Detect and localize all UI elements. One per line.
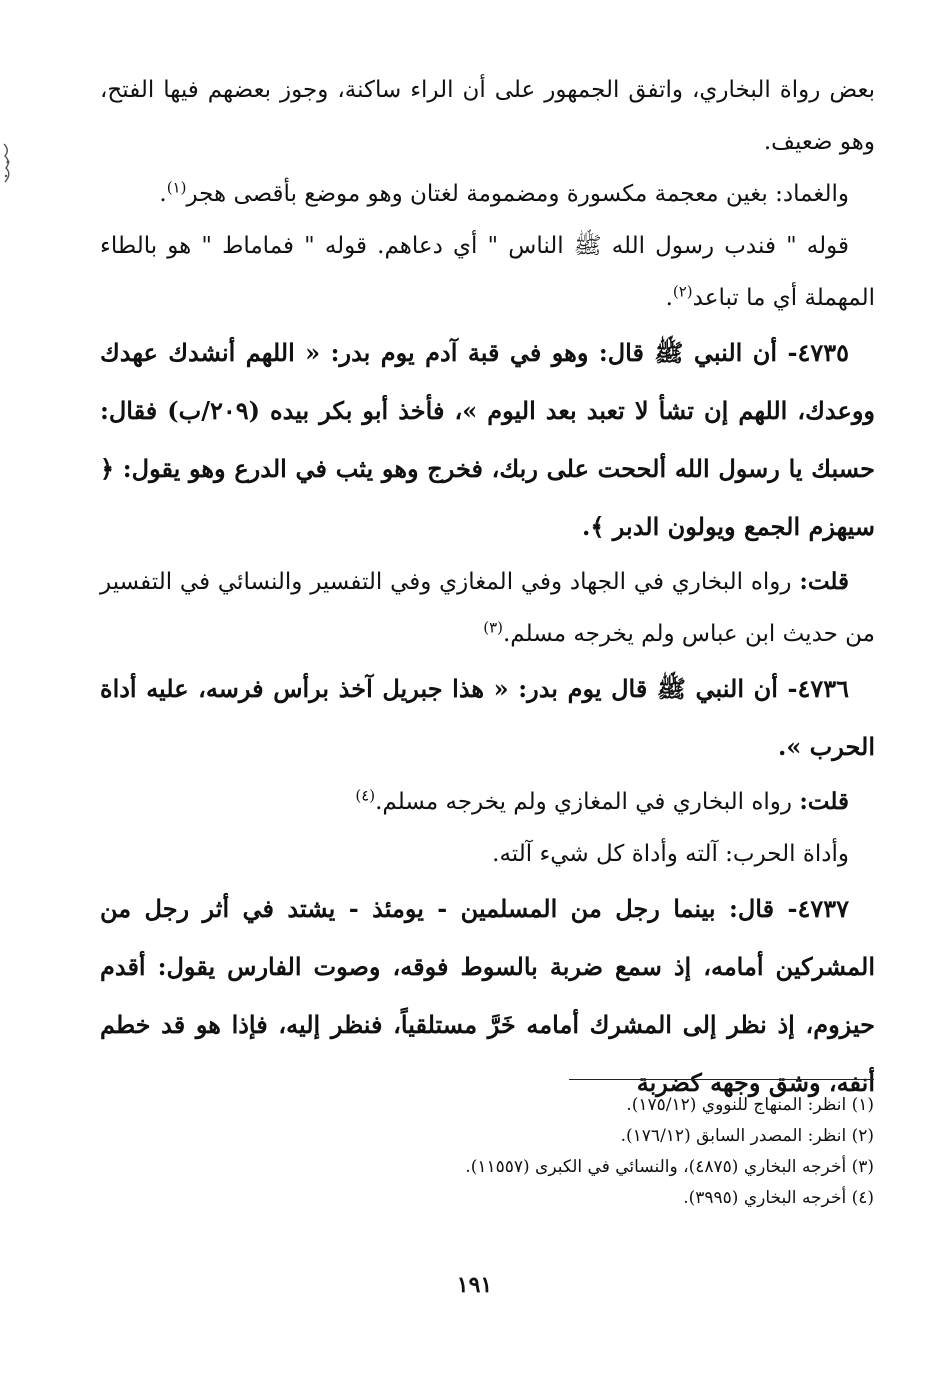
page-number: ١٩١: [456, 1272, 493, 1298]
comment-4736-text: رواه البخاري في المغازي ولم يخرجه مسلم.: [375, 789, 792, 815]
comment-label: قلت:: [799, 568, 850, 595]
comment-label: قلت:: [799, 788, 849, 815]
paragraph-ghimad: والغماد: بغين معجمة مكسورة ومضمومة لغتان وهو موضع بأقصى هجر$^{(١)}$.: [159, 178, 849, 207]
hadith-4737: ٤٧٣٧- قال: بينما رجل من المسلمين - يومئذ - يشتد في أثر رجل من المشركين أمامه، إذ سمع ضربة بالسوط فوقه، وصوت الفارس يقول: أقدم حيزوم، إذ نظر إلى المشرك أمامه خَرَّ مستلقياً، فنظر إليه، فإذا هو قد خطم أنفه، وشق وجهه كضربة: [100, 894, 875, 1097]
footnote-ref-1: (١): [166, 178, 187, 197]
paragraph-ghimad-text: والغماد: بغين معجمة مكسورة ومضمومة لغتان وهو موضع بأقصى هجر: [186, 181, 849, 207]
footnote-4: (٤) أخرجه البخاري (٣٩٩٥).: [683, 1188, 874, 1208]
footnote-ref-3: (٣): [483, 618, 503, 637]
footnote-divider: [569, 1079, 874, 1080]
paragraph-qawluhu: قوله " فندب رسول الله ﷺ الناس " أي دعاهم. قوله " فماماط " هو بالطاء المهملة أي ما تباعد$^{(٢)}$.: [100, 233, 875, 311]
gloss-adat-al-harb: وأداة الحرب: آلته وأداة كل شيء آلته.: [492, 841, 849, 867]
paragraph-qawluhu-text: قوله " فندب رسول الله ﷺ الناس " أي دعاهم. قوله " فماماط " هو بالطاء المهملة أي ما تباعد: [100, 233, 875, 311]
margin-ornament-icon: [0, 140, 14, 190]
footnote-2: (٢) انظر: المصدر السابق (١٧٦/١٢).: [620, 1126, 874, 1146]
paragraph-continuation: بعض رواة البخاري، واتفق الجمهور على أن الراء ساكنة، وجوز بعضهم فيها الفتح، وهو ضعيف.: [100, 77, 875, 155]
hadith-4735: ٤٧٣٥- أن النبي ﷺ قال: وهو في قبة آدم يوم بدر: « اللهم أنشدك عهدك ووعدك، اللهم إن تشأ لا تعبد بعد اليوم »، فأخذ أبو بكر بيده (٢٠٩/ب) فقال: حسبك يا رسول الله ألححت على ربك، فخرج وهو يثب في الدرع وهو يقول: ﴿ سيهزم الجمع ويولون الدبر ﴾.: [100, 338, 875, 541]
footnotes: [99, 1079, 874, 1214]
footnote-ref-2: (٢): [672, 282, 693, 301]
page-body: [100, 64, 875, 1112]
comment-4735: [100, 556, 875, 660]
footnote-3: (٣) أخرجه البخاري (٤٨٧٥)، والنسائي في الكبرى (١١٥٥٧).: [465, 1157, 874, 1177]
footnote-ref-4: (٤): [355, 786, 376, 805]
hadith-4736: ٤٧٣٦- أن النبي ﷺ قال يوم بدر: « هذا جبريل آخذ برأس فرسه، عليه أداة الحرب ».: [100, 674, 875, 761]
footnote-1: (١) انظر: المنهاج للنووي (١٧٥/١٢).: [626, 1095, 874, 1115]
comment-4736: [100, 776, 875, 828]
comment-4735-text: رواه البخاري في الجهاد وفي المغازي وفي التفسير والنسائي في التفسير من حديث ابن عباس ولم يخرجه مسلم.: [100, 569, 875, 647]
